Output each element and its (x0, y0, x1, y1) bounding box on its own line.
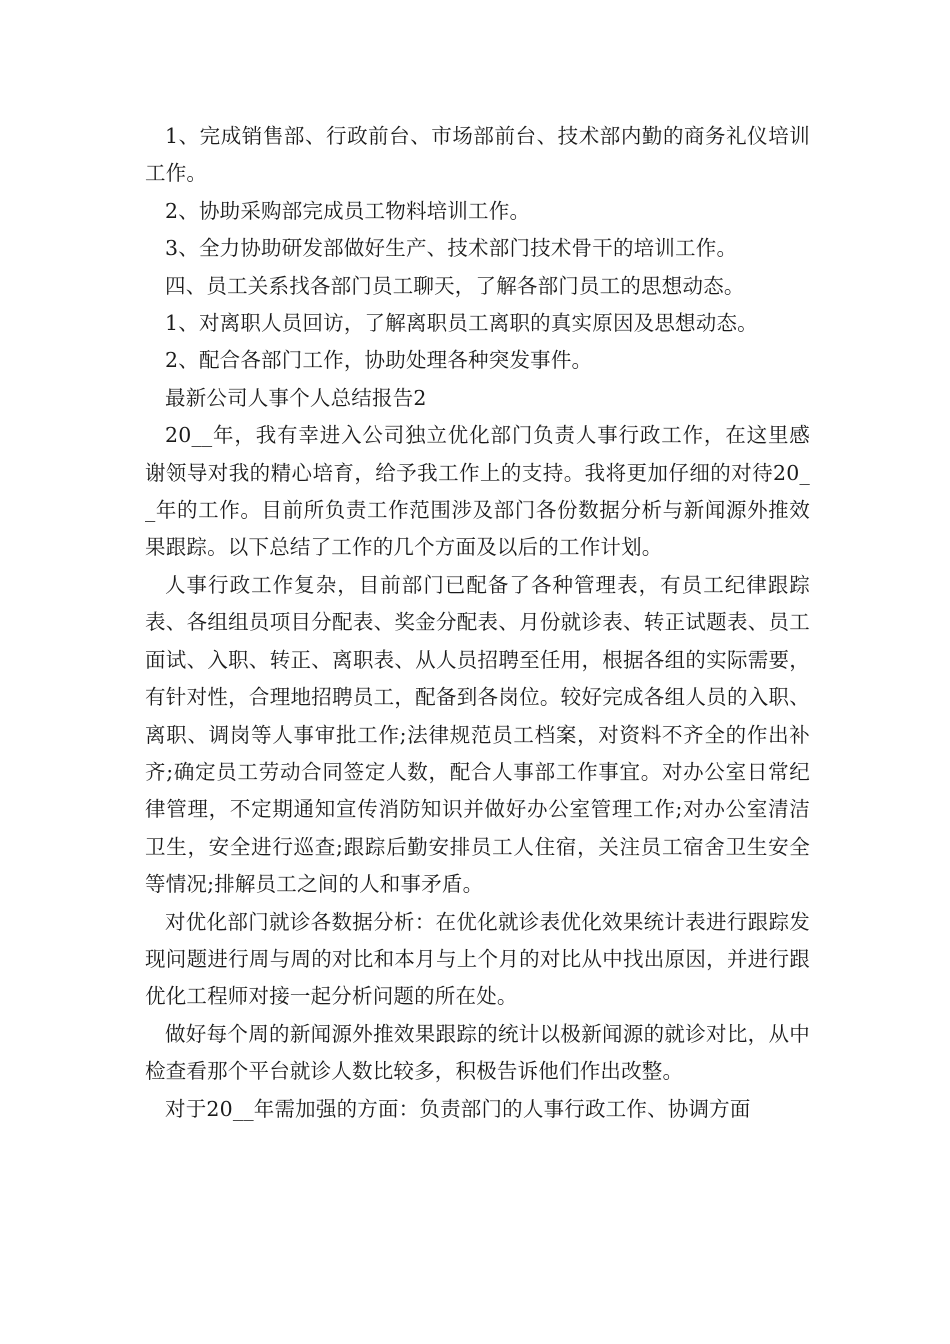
paragraph-data-analysis: 对优化部门就诊各数据分析：在优化就诊表优化效果统计表进行跟踪发现问题进行周与周的对比和本月与上个月的对比从中找出原因，并进行跟优化工程师对接一起分析问题的所在处。 (145, 909, 810, 1009)
section-employee-relations: 四、员工关系找各部门员工聊天，了解各部门员工的思想动态。 (165, 273, 745, 298)
list-item-etiquette-training: 1、完成销售部、行政前台、市场部前台、技术部内勤的商务礼仪培训工作。 (145, 124, 810, 186)
paragraph-improvements: 对于20__年需加强的方面：负责部门的人事行政工作、协调方面 (165, 1096, 751, 1121)
report-title: 最新公司人事个人总结报告2 (165, 385, 427, 410)
list-item-exit-interview: 1、对离职人员回访，了解离职员工离职的真实原因及思想动态。 (165, 311, 758, 336)
paragraph-news-tracking: 做好每个周的新闻源外推效果跟踪的统计以极新闻源的就诊对比，从中检查看那个平台就诊人数比较多，积极告诉他们作出改整。 (145, 1021, 810, 1084)
document-page (145, 118, 810, 1128)
list-item-procurement-training: 2、协助采购部完成员工物料培训工作。 (165, 198, 531, 223)
paragraph-hr-admin: 人事行政工作复杂，目前部门已配备了各种管理表，有员工纪律跟踪表、各组组员项目分配表、奖金分配表、月份就诊表、转正试题表、员工面试、入职、转正、离职表、从人员招聘至任用，根据各组的实际需要，有针对性，合理地招聘员工，配备到各岗位。较好完成各组人员的入职、离职、调岗等人事审批工作;法律规范员工档案，对资料不齐全的作出补齐;确定员工劳动合同签定人数，配合人事部工作事宜。对办公室日常纪律管理，不定期通知宣传消防知识并做好办公室管理工作;对办公室清洁卫生，安全进行巡查;跟踪后勤安排员工人住宿，关注员工宿舍卫生安全等情况;排解员工之间的人和事矛盾。 (145, 572, 810, 897)
list-item-rd-training: 3、全力协助研发部做好生产、技术部门技术骨干的培训工作。 (165, 236, 738, 261)
paragraph-intro: 20__年，我有幸进入公司独立优化部门负责人事行政工作，在这里感谢领导对我的精心培育，给予我工作上的支持。我将更加仔细的对待20__年的工作。目前所负责工作范围涉及部门各份数据分析与新闻源外推效果跟踪。以下总结了工作的几个方面及以后的工作计划。 (145, 423, 810, 560)
list-item-emergency-handling: 2、配合各部门工作，协助处理各种突发事件。 (165, 348, 593, 373)
